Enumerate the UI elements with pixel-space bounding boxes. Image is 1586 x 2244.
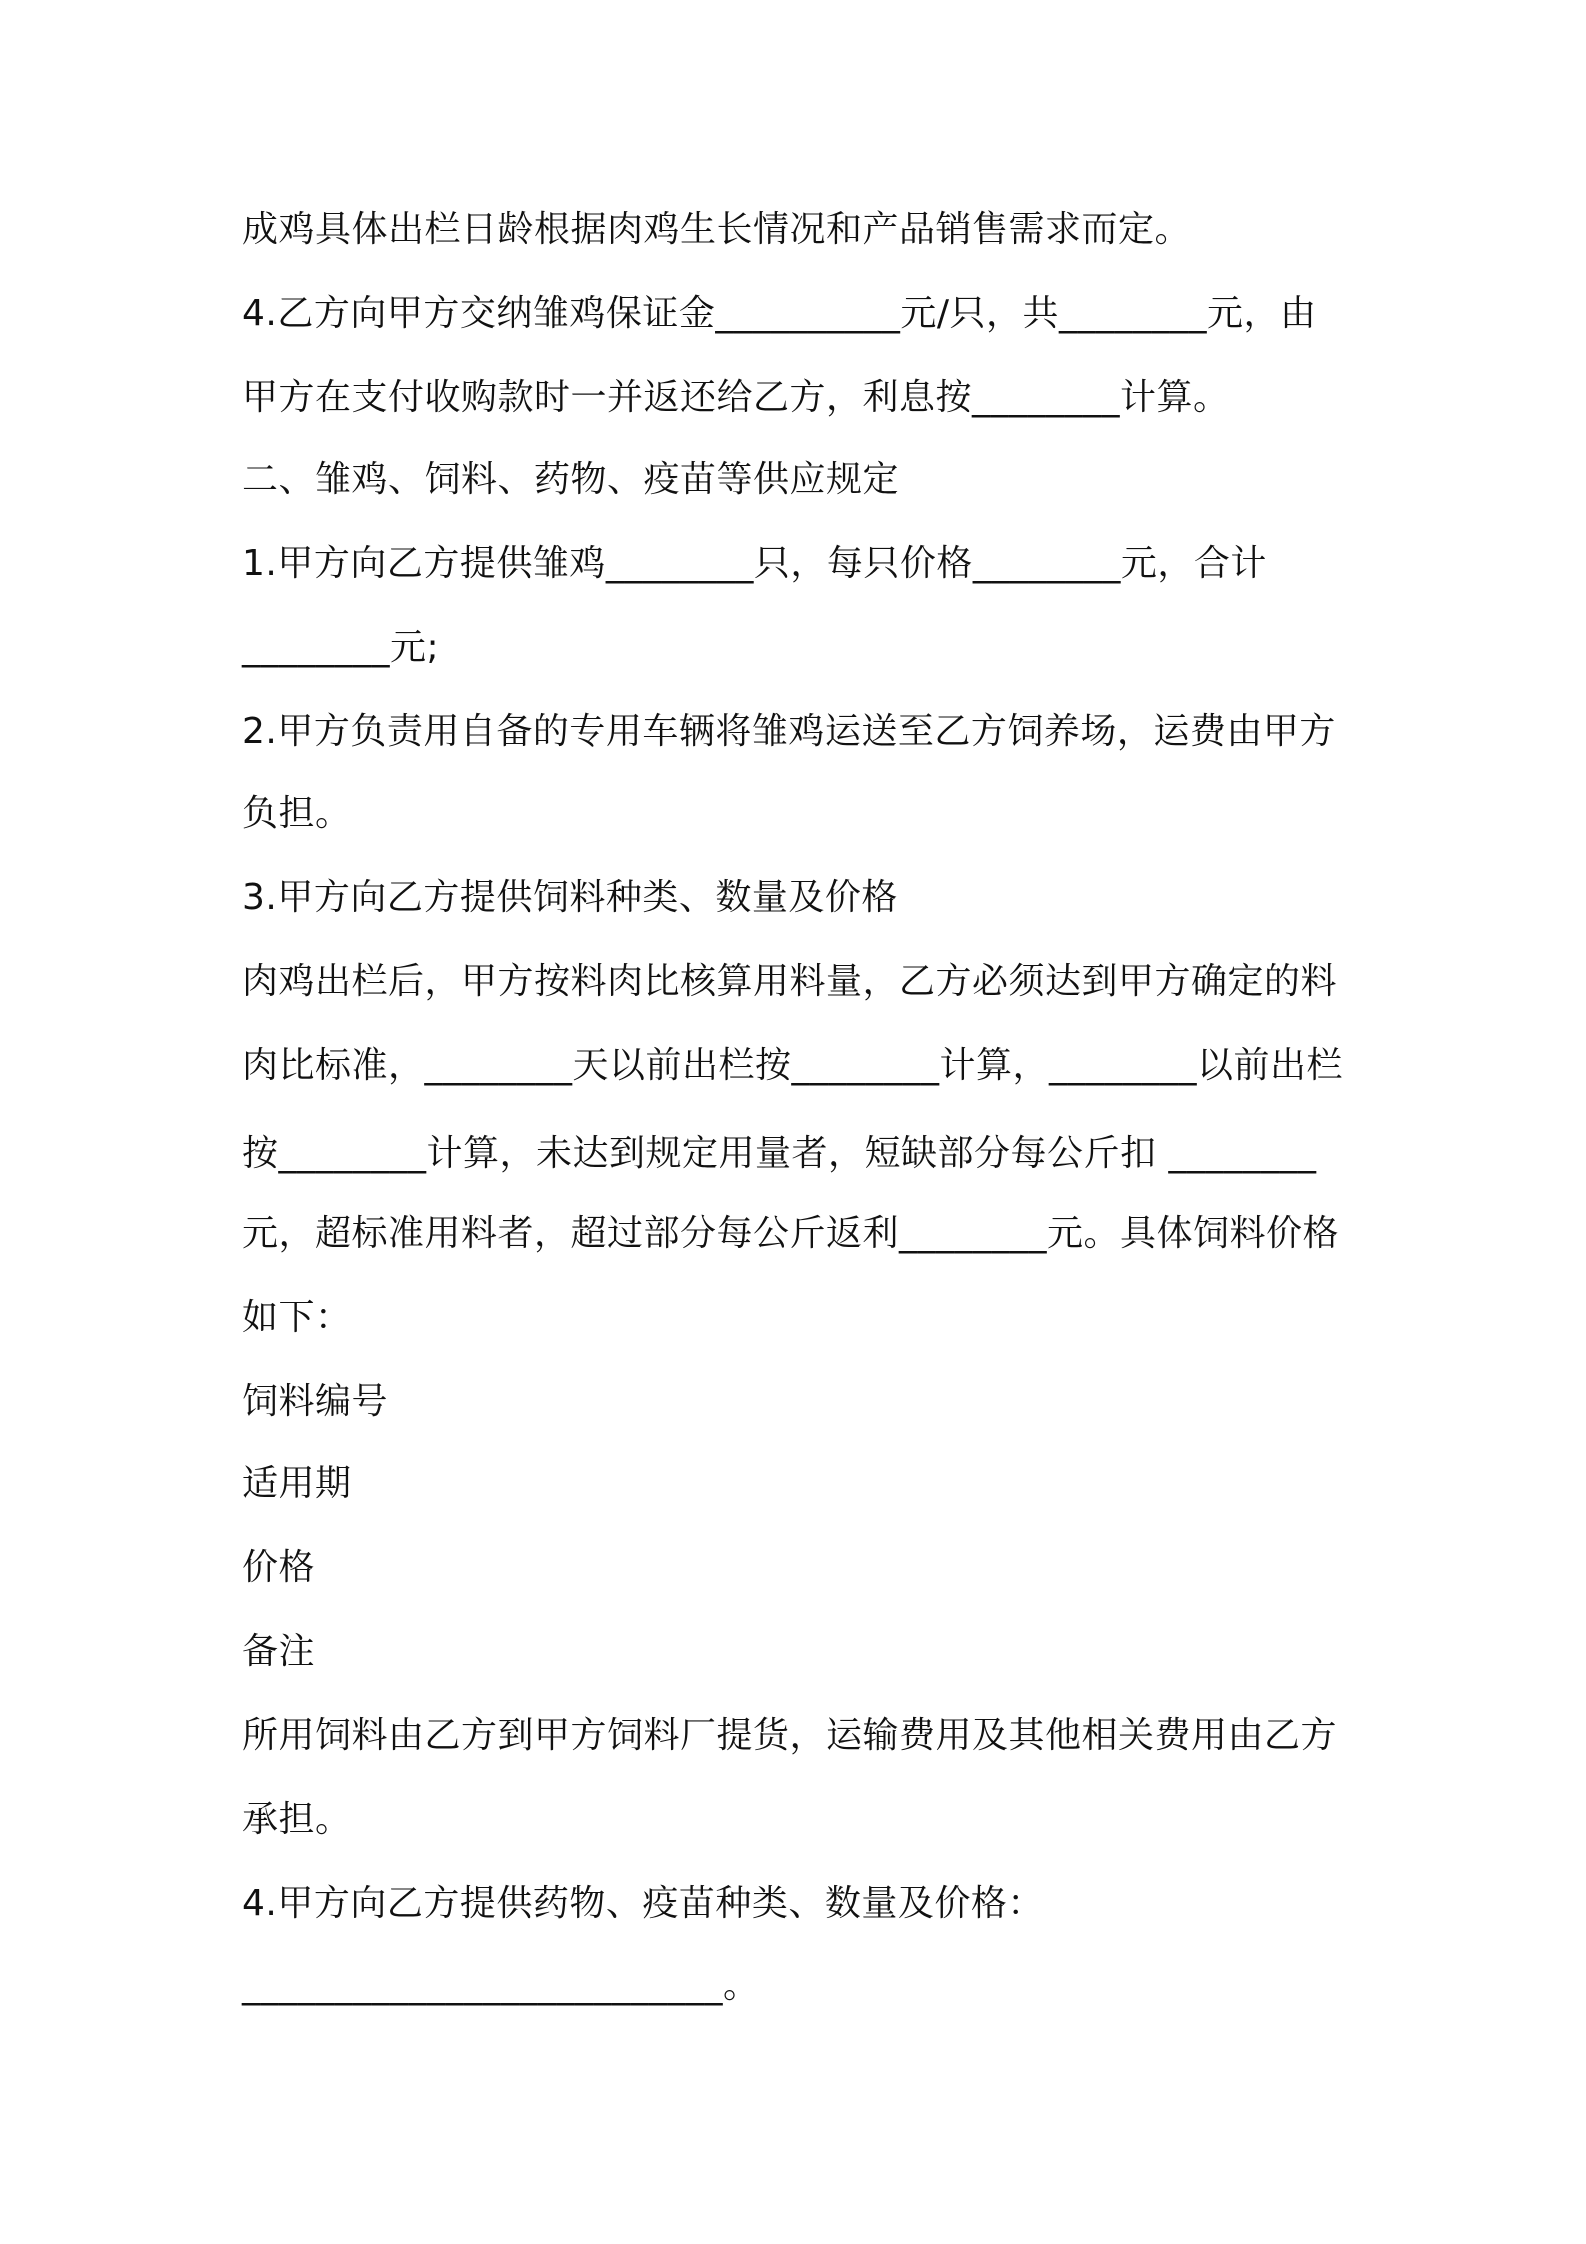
text-line-1: 成鸡具体出栏日龄根据肉鸡生长情况和产品销售需求而定。 [242, 209, 1192, 250]
feed-table-label-remark: 备注 [242, 1631, 316, 1672]
text-line-9: 3.甲方向乙方提供饲料种类、数量及价格 [242, 877, 898, 918]
text-line-3: 甲方在支付收购款时一并返还给乙方，利息按________计算。 [242, 377, 1230, 418]
section-heading: 二、雏鸡、饲料、药物、疫苗等供应规定 [242, 459, 900, 500]
text-line-13: 元，超标准用料者，超过部分每公斤返利________元。具体饲料价格 [242, 1213, 1340, 1254]
text-line-20: 承担。 [242, 1799, 352, 1840]
feed-table-label-number: 饲料编号 [242, 1381, 389, 1422]
text-line-10: 肉鸡出栏后，甲方按料肉比核算用料量，乙方必须达到甲方确定的料 [242, 961, 1338, 1002]
text-line-7: 2.甲方负责用自备的专用车辆将雏鸡运送至乙方饲养场，运费由甲方 [242, 711, 1336, 752]
text-line-5: 1.甲方向乙方提供雏鸡________只，每只价格________元，合计 [242, 543, 1267, 584]
feed-table-label-price: 价格 [242, 1547, 316, 1588]
feed-table-label-period: 适用期 [242, 1463, 352, 1504]
text-line-12: 按________计算，未达到规定用量者，短缺部分每公斤扣 ________ [242, 1133, 1317, 1174]
text-line-11: 肉比标准，________天以前出栏按________计算，________以前出栏 [242, 1045, 1344, 1086]
text-line-22: __________________________。 [242, 1965, 760, 2006]
text-line-19: 所用饲料由乙方到甲方饲料厂提货，运输费用及其他相关费用由乙方 [242, 1715, 1338, 1756]
text-line-2: 4.乙方向甲方交纳雏鸡保证金__________元/只，共________元，由 [242, 293, 1317, 334]
text-line-8: 负担。 [242, 793, 352, 834]
text-line-14: 如下： [242, 1297, 352, 1338]
text-line-6: ________元; [242, 627, 440, 668]
text-line-21: 4.甲方向乙方提供药物、疫苗种类、数量及价格： [242, 1883, 1044, 1924]
